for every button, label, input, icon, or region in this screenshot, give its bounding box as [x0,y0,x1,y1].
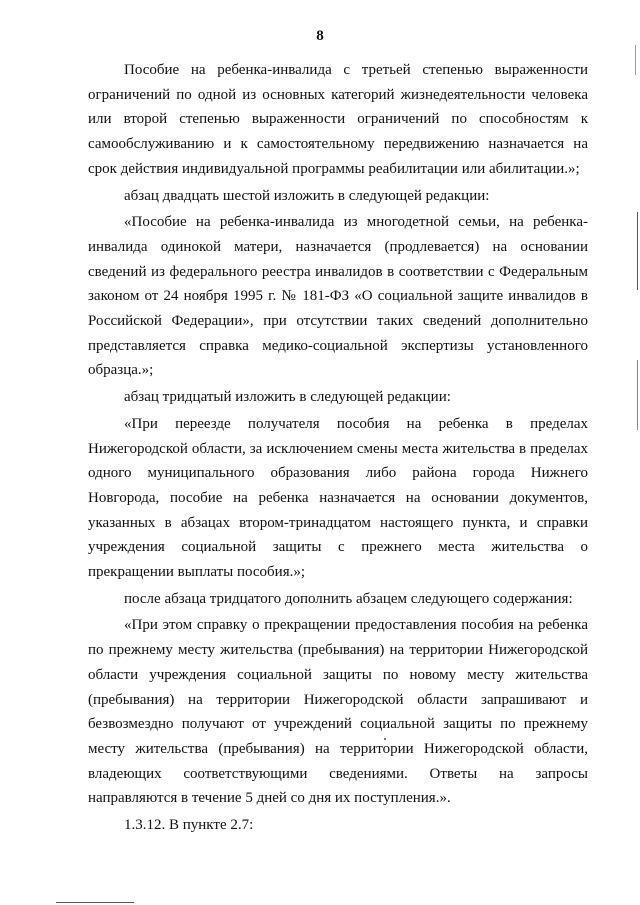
paragraph-3: «Пособие на ребенка-инвалида из многодетной семьи, на ребенка-инвалида одинокой матери, назначается (продлевается) на основании сведений из федерального реестра инвалидов в соответствии с Федеральным законом от 24 ноября 1995 г. № 181-ФЗ «О социальной защите инвалидов в Российской Федерации», при отсутствии таких сведений дополнительно представляется справка медико-социальной экспертизы установленного образца.»; [88,214,588,379]
document-body [88,58,588,838]
scan-artifact-dot [384,738,386,740]
paragraph-2: абзац двадцать шестой изложить в следующей редакции: [124,187,490,204]
paragraph-8: 1.3.12. В пункте 2.7: [124,817,254,834]
paragraph-7: «При этом справку о прекращении предоставления пособия на ребенка по прежнему месту жительства (пребывания) на территории Нижегородской области учреждения социальной защиты по новому месту жительства (пребывания) на территории Нижегородской области запрашивают и безвозмездно получают от учреждений социальной защиты по прежнему месту жительства (пребывания) на территории Нижегородской области, владеющих соответствующими сведениями. Ответы на запросы направляются в течение 5 дней со дня их поступления.». [88,617,588,807]
page-number: 8 [316,28,324,44]
scan-artifact-edge [637,212,638,290]
paragraph-1: Пособие на ребенка-инвалида с третьей степенью выраженности ограничений по одной из основных категорий жизнедеятельности человека или второй степенью выраженности ограничений по способностям к самообслуживанию и к самостоятельному передвижению назначается на срок действия индивидуальной программы реабилитации или абилитации.»; [88,62,588,177]
scan-artifact-edge [635,45,636,75]
scan-artifact-edge [637,360,638,430]
paragraph-4: абзац тридцатый изложить в следующей редакции: [124,389,451,406]
paragraph-6: после абзаца тридцатого дополнить абзацем следующего содержания: [124,590,573,607]
scan-artifact-line [56,902,134,903]
paragraph-5: «При переезде получателя пособия на ребенка в пределах Нижегородской области, за исключением смены места жительства в пределах одного муниципального образования либо района города Нижнего Новгорода, пособие на ребенка назначается на основании документов, указанных в абзацах втором-тринадцатом настоящего пункта, и справки учреждения социальной защиты с прежнего места жительства о прекращении выплаты пособия.»; [88,415,588,581]
